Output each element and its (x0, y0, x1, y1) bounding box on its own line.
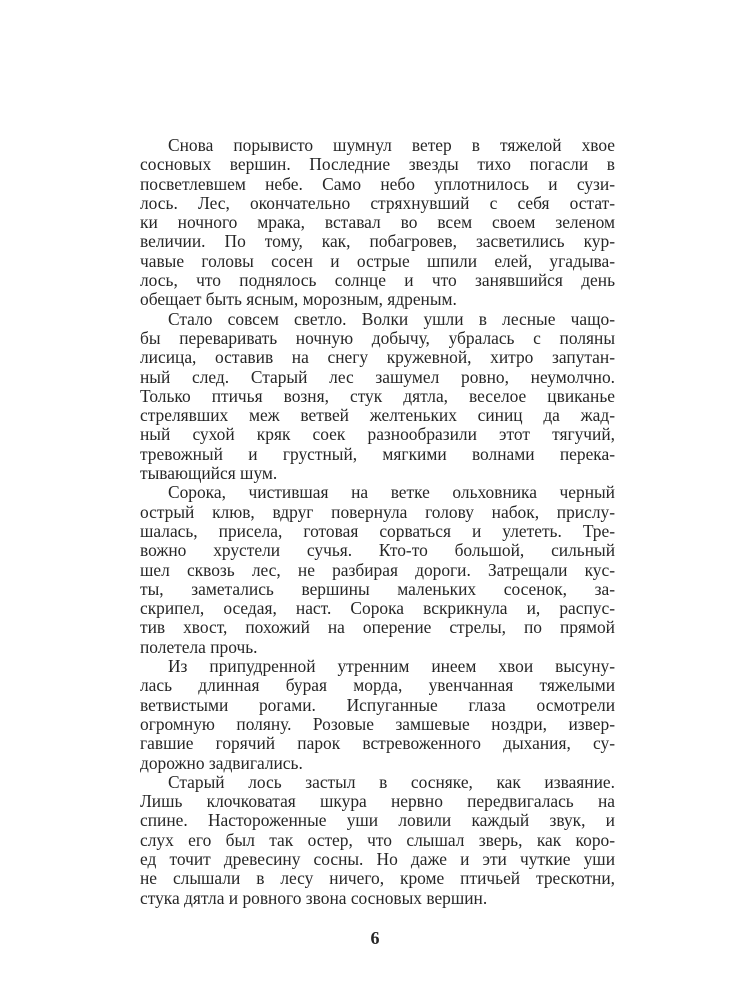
text-line: Снова порывисто шумнул ветер в тяжелой хвое (168, 135, 615, 155)
text-line: тив хвост, похожий на оперение стрелы, по прямой (140, 617, 615, 638)
text-line: не слышали в лесу ничего, кроме птичьей трескотни, (140, 868, 615, 889)
text-line: обещает быть ясным, морозным, ядреным. (140, 289, 457, 310)
paragraph (140, 773, 615, 908)
text-line: спине. Настороженные уши ловили каждый звук, и (140, 810, 615, 831)
text-line: ед точит древесину сосны. Но даже и эти чуткие уши (140, 848, 615, 869)
text-line: лось. Лес, окончательно стряхнувший с себя остат- (140, 192, 615, 213)
text-line: ный след. Старый лес зашумел ровно, неумолчно. (140, 366, 615, 387)
text-line: гавшие горячий парок встревоженного дыхания, су- (140, 733, 615, 754)
paragraph (140, 136, 615, 310)
text-line: Старый лось застыл в сосняке, как изваяние. (168, 771, 615, 792)
text-line: скрипел, оседая, наст. Сорока вскрикнула и, распус- (140, 598, 615, 619)
paragraph (140, 310, 615, 484)
text-line: ный сухой кряк соек разнообразили этот тягучий, (140, 424, 615, 445)
text-line: огромную поляну. Розовые замшевые ноздри, извер- (140, 713, 615, 734)
text-line: Лишь клочковатая шкура нервно передвигалась на (140, 791, 615, 812)
text-line: ветвистыми рогами. Испуганные глаза осмотрели (140, 694, 615, 715)
text-line: тревожный и грустный, мягкими волнами перека- (140, 443, 615, 464)
text-line: Стало совсем светло. Волки ушли в лесные чащо- (168, 308, 615, 329)
text-line: сосновых вершин. Последние звезды тихо погасли в (140, 154, 615, 175)
text-line: бы переваривать ночную добычу, убралась с поляны (140, 327, 615, 348)
text-line: вожно хрустели сучья. Кто-то большой, сильный (140, 540, 615, 561)
text-line: лась длинная бурая морда, увенчанная тяжелыми (140, 675, 615, 696)
text-line: чавые головы сосен и острые шпили елей, угадыва- (140, 250, 615, 271)
paragraph (140, 483, 615, 657)
page-number: 6 (370, 928, 380, 948)
text-line: лось, что поднялось солнце и что занявшийся день (140, 270, 615, 291)
text-line: дорожно задвигались. (140, 752, 303, 773)
text-line: стрелявших меж ветвей желтеньких синиц да жад- (140, 405, 615, 426)
text-line: полетела прочь. (140, 636, 258, 657)
text-line: Из припудренной утренним инеем хвои высуну- (168, 656, 615, 677)
text-line: ты, заметались вершины маленьких сосенок, за- (140, 578, 615, 599)
text-line: шел сквозь лес, не разбирая дороги. Затрещали кус- (140, 559, 615, 580)
text-line: стука дятла и ровного звона сосновых вершин. (140, 887, 488, 908)
text-line: посветлевшем небе. Само небо уплотнилось и сузи- (140, 173, 615, 194)
text-line: острый клюв, вдруг повернула голову набок, прислу- (140, 501, 615, 522)
paragraph (140, 657, 615, 773)
page-body-text (140, 136, 615, 908)
text-line: величии. По тому, как, побагровев, засветились кур- (140, 231, 615, 252)
text-line: ки ночного мрака, вставал во всем своем зеленом (140, 212, 615, 233)
text-line: слух его был так остер, что слышал зверь, как коро- (140, 829, 615, 850)
text-line: лисица, оставив на снегу кружевной, хитро запутан- (140, 347, 615, 368)
text-line: Сорока, чистившая на ветке ольховника черный (168, 482, 615, 503)
text-line: шалась, присела, готовая сорваться и улететь. Тре- (140, 520, 615, 541)
text-line: тывающийся шум. (140, 463, 278, 484)
text-line: Только птичья возня, стук дятла, веселое цвиканье (140, 385, 615, 406)
